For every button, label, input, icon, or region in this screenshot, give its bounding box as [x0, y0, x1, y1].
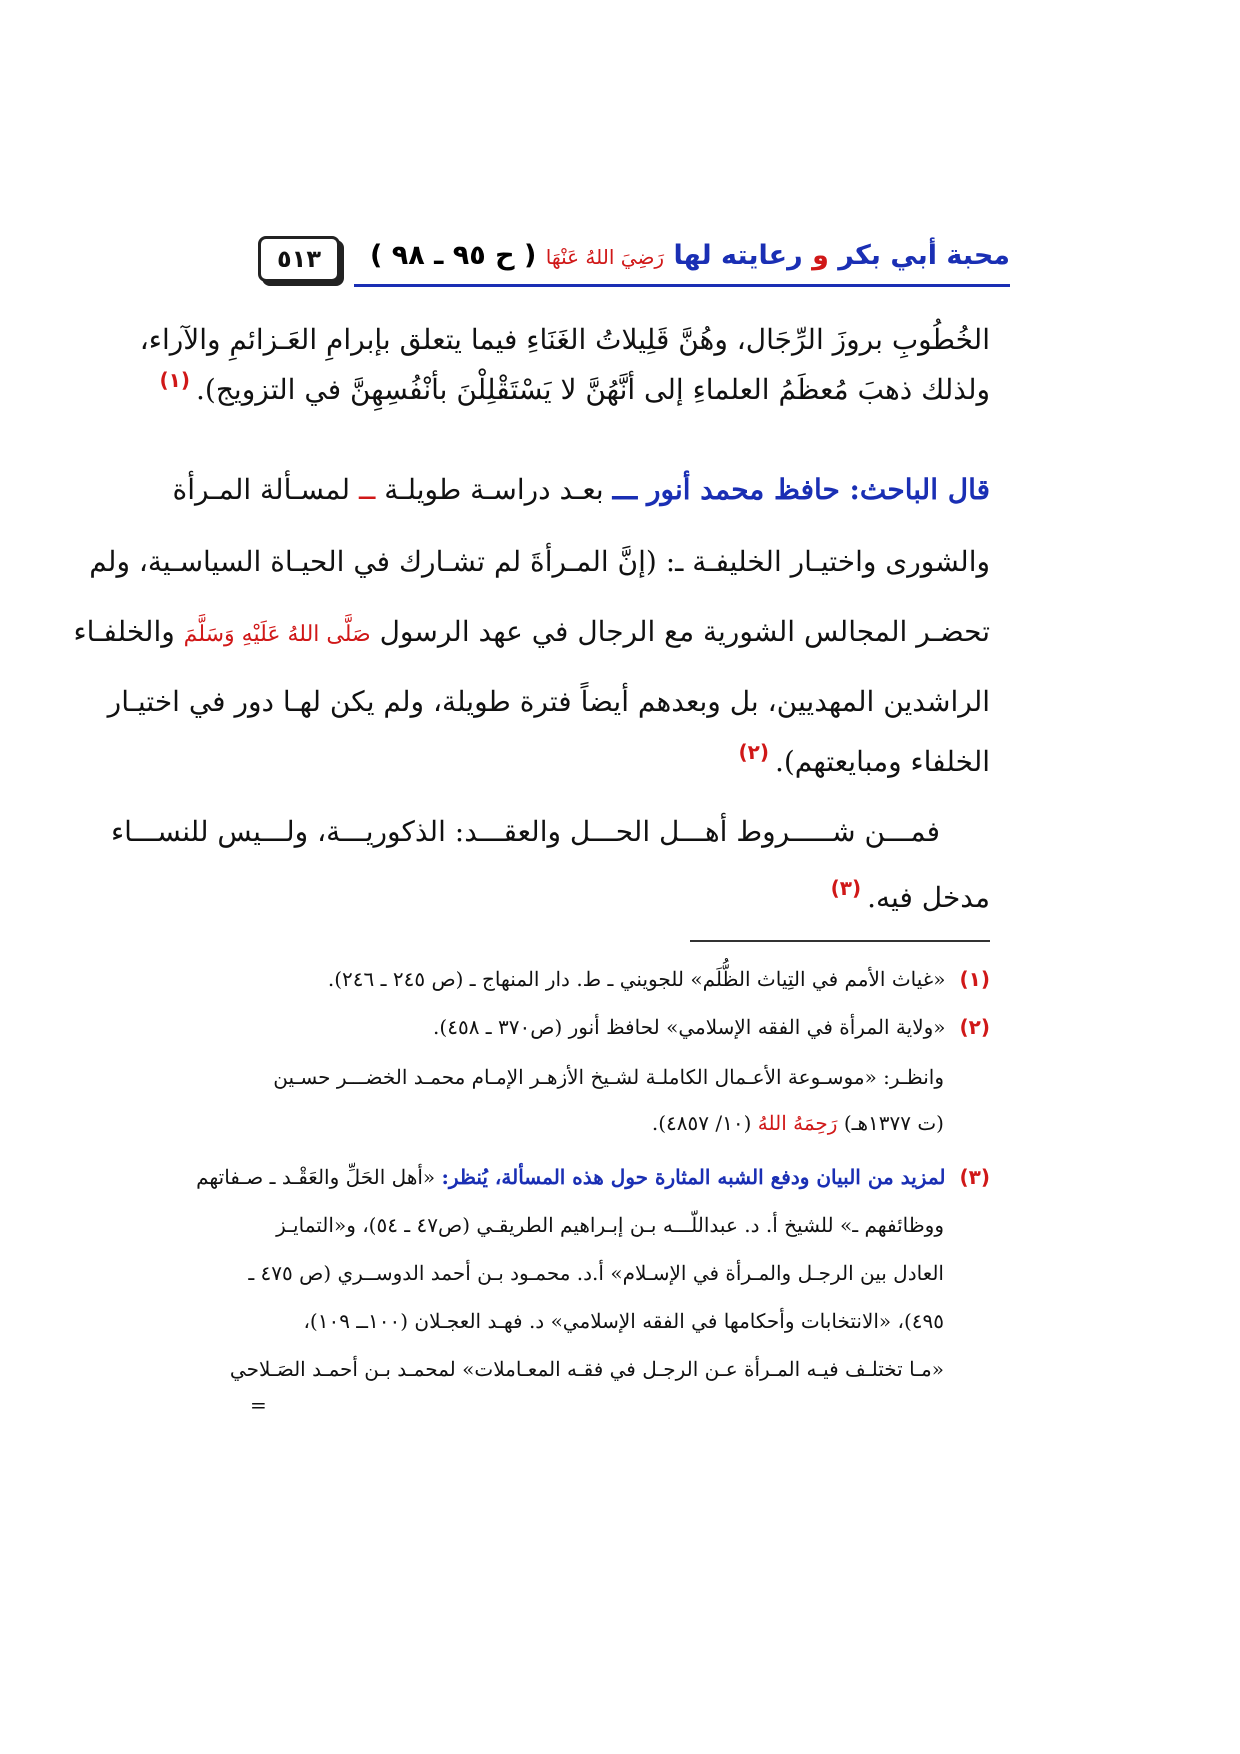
para2-line5-text: الخلفاء ومبايعتهم).	[774, 745, 990, 778]
footnote-3-line1-rest: «أهل الحَلِّ والعَقْـد ـ صـفاتهم	[196, 1165, 436, 1189]
footnote-2-honorific: رَحِمَهُ اللهُ	[757, 1111, 838, 1135]
body-line-1: الخُطُوبِ بروزَ الرِّجَال، وهُنَّ قَلِيلاتُ الغَنَاءِ فيما يتعلق بإبرامِ العَـزائمِ والآراء،	[139, 323, 990, 356]
footnote-ref-1[interactable]: (١)	[159, 368, 191, 392]
footnote-2-number: (٢)	[959, 1015, 990, 1039]
para2-line1-rest: بعـد دراسـة طويلـة	[384, 473, 604, 506]
title-part2: و	[812, 240, 829, 271]
para3-line2-text: مدخل فيه.	[867, 881, 990, 914]
footnote-3-line-3: العادل بين الرجـل والمـرأة في الإسـلام» أ.د. محمـود بـن أحمد الدوســري (ص ٤٧٥ ـ	[248, 1261, 944, 1285]
footnote-2-line-3	[250, 1106, 944, 1140]
footnote-1-text: «غياث الأمم في التِياث الظُّلَم» للجويني ـ ط. دار المنهاج ـ (ص ٢٤٥ ـ ٢٤٦).	[327, 967, 946, 991]
footnote-3-line-2: ووظائفهم ـ» للشيخ أ. د. عبداللّـــه بـن إبـراهيم الطريقـي (ص٤٧ ـ ٥٤)، و«التمايـز	[276, 1213, 944, 1237]
footnote-3	[196, 1160, 990, 1194]
footnote-2	[250, 1010, 990, 1044]
footnote-divider	[690, 940, 990, 942]
para2-line-5	[250, 740, 990, 786]
body-line-2-text: ولذلك ذهبَ مُعظَمُ العلماءِ إلى أنَّهُنَّ لا يَسْتَقْلِلْنَ بأنْفُسِهِنَّ في التزويج).	[196, 373, 990, 406]
body-line-2	[159, 368, 990, 414]
footnote-3-line-5: «مـا تختلـف فيـه المـرأة عـن الرجـل في فقـه المعـاملات» لمحمـد بـن أحمـد الصَـلاحي	[229, 1357, 944, 1381]
page-header	[250, 232, 1010, 298]
title-part1: محبة أبي بكر	[838, 240, 1010, 271]
para3-line-1: فمـــن شـــــروط أهـــل الحـــل والعقـــد: الذكوريـــة، ولـــيس للنســـاء	[110, 815, 940, 848]
footnote-1-number: (١)	[959, 967, 990, 991]
page-number-badge: ٥١٣	[258, 236, 340, 282]
para2-line3-start: تحضـر المجالس الشورية مع الرجال في عهد الرسول	[379, 615, 990, 648]
para2-highlight: قال الباحث: حافظ محمد أنور ـــ	[612, 473, 990, 506]
footnote-2-text: «ولاية المرأة في الفقه الإسلامي» لحافظ أنور (ص٣٧٠ ـ ٤٥٨).	[433, 1015, 946, 1039]
title-hadith-range: ( ح ٩٥ ـ ٩٨ )	[370, 240, 537, 271]
footnote-1	[250, 962, 990, 996]
para2-dash: ــ	[358, 473, 376, 506]
para2-line1-end: لمسـألة المـرأة	[172, 473, 351, 506]
continuation-mark: =	[250, 1393, 267, 1417]
para2-line-3	[73, 610, 990, 657]
header-rule	[354, 284, 1010, 287]
page-title	[370, 236, 1010, 276]
title-part3: رعايته لها	[673, 240, 803, 271]
footnote-3-line-4: ٤٩٥)، «الانتخابات وأحكامها في الفقه الإسلامي» د. فهـد العجـلان (١٠٠ــ ١٠٩)،	[303, 1309, 944, 1333]
footnote-3-number: (٣)	[959, 1165, 990, 1189]
footnote-ref-2[interactable]: (٢)	[738, 740, 769, 764]
para2-line3-end: والخلفـاء	[73, 615, 175, 648]
footnote-2-line3-start: (ت ١٣٧٧هـ)	[843, 1111, 944, 1135]
footnote-2-line-2: وانظـر: «موسـوعة الأعـمال الكاملـة لشـيخ الأزهـر الإمـام محمـد الخضـــر حسـين	[273, 1065, 944, 1089]
para2-line-2: والشورى واختيـار الخليفـة ـ: (إنَّ المـرأةَ لم تشـارك في الحيـاة السياسـية، ولم	[89, 545, 990, 578]
para2-line-1	[172, 468, 990, 512]
footnote-2-line3-end: (١٠/ ٤٨٥٧).	[651, 1111, 752, 1135]
title-honorific: رَضِيَ اللهُ عَنْهَا	[545, 245, 665, 269]
footnote-3-highlight: لمزيد من البيان ودفع الشبه المثارة حول هذه المسألة، يُنظر:	[441, 1165, 946, 1189]
para2-line-4: الراشدين المهديين، بل وبعدهم أيضاً فترة طويلة، ولم يكن لهـا دور في اختيـار	[107, 685, 990, 718]
footnote-ref-3[interactable]: (٣)	[830, 876, 862, 900]
para3-line-2	[250, 876, 990, 922]
prophet-honorific: صَلَّى اللهُ عَلَيْهِ وَسَلَّمَ	[183, 622, 371, 647]
